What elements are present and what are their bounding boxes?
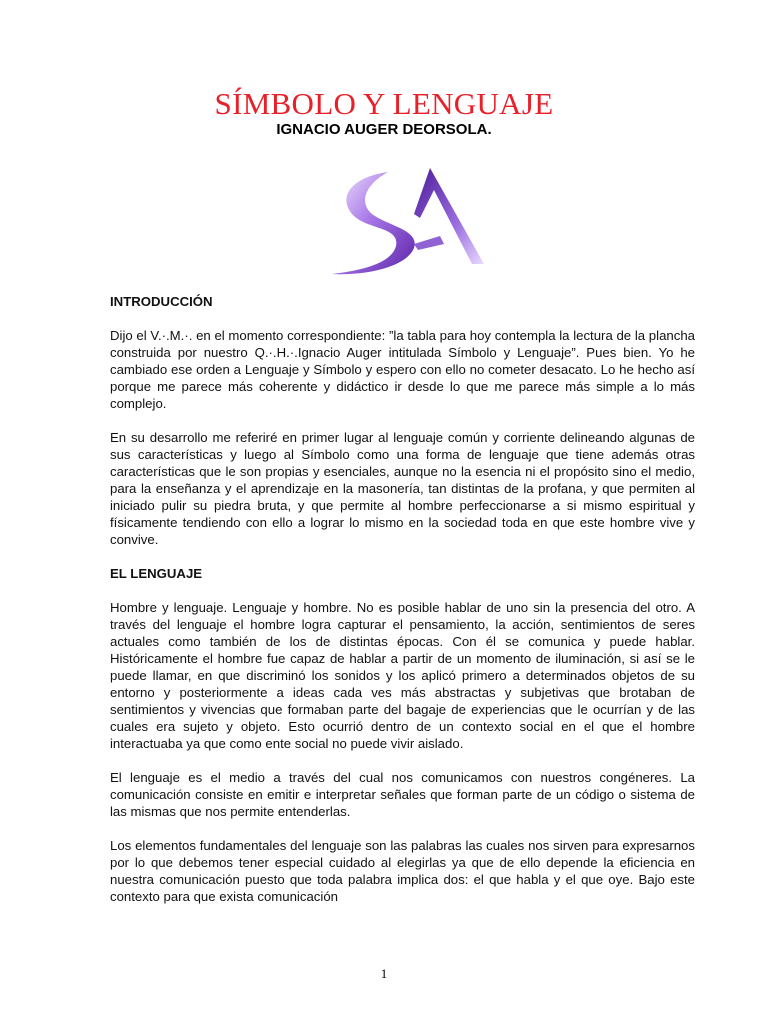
paragraph: Dijo el V.·.M.·. en el momento correspondiente: ”la tabla para hoy contempla la lectura de la plancha construida por nuestro Q.·.H.·.Ignacio Auger intitulada Símbolo y Lenguaje”. Pues bien. Yo he cambiado ese orden a Lenguaje y Símbolo y espero con ello no cometer desacato. Lo he hecho así porque me parece más coherente y didáctico ir desde lo que me parece más simple a lo más complejo. <box>110 328 695 411</box>
document-title: SÍMBOLO Y LENGUAJE <box>214 86 554 121</box>
document-author: IGNACIO AUGER DEORSOLA. <box>276 121 492 138</box>
document-body <box>110 293 695 905</box>
paragraph: En su desarrollo me referiré en primer lugar al lenguaje común y corriente delineando algunas de sus características y luego al Símbolo como una forma de lenguaje que tiene además otras características que le son propias y esenciales, aunque no la esencia ni el propósito sino el medio, para la enseñanza y el aprendizaje en la masonería, tan distintas de la profana, y que permiten al iniciado pulir su piedra bruta, y que permite al hombre perfeccionarse a si mismo espiritual y físicamente tendiendo con ello a lograr lo mismo en la sociedad toda en que este hombre vive y convive. <box>110 430 695 547</box>
page-number: 1 <box>380 966 388 981</box>
paragraph: El lenguaje es el medio a través del cual nos comunicamos con nuestros congéneres. La comunicación consiste en emitir e interpretar señales que forman parte de un código o sistema de las mismas que nos permite entenderlas. <box>110 770 695 819</box>
section-heading: EL LENGUAJE <box>110 566 203 581</box>
paragraph: Hombre y lenguaje. Lenguaje y hombre. No es posible hablar de uno sin la presencia del otro. A través del lenguaje el hombre logra capturar el pensamiento, la acción, sentimientos de seres actuales como también de los de distintas épocas. Con él se comunica y puede hablar. Históricamente el hombre fue capaz de hablar a partir de un momento de iluminación, si así se le puede llamar, en que discriminó los sonidos y los aplicó primero a determinados objetos de su entorno y posteriormente a ideas cada ves más abstractas y subjetivas que brotaban de sentimientos y vivencias que formaban parte del bagaje de experiencias que le ocurrían y de las cuales era sujeto y objeto. Esto ocurrió dentro de un contexto social en el que el hombre interactuaba ya que como ente social no puede vivir aislado. <box>110 600 695 751</box>
sa-monogram-logo-icon <box>322 164 490 276</box>
paragraph: Los elementos fundamentales del lenguaje son las palabras las cuales nos sirven para expresarnos por lo que debemos tener especial cuidado al elegirlas ya que de ello depende la eficiencia en nuestra comunicación puesto que toda palabra implica dos: el que habla y el que oye. Bajo este contexto para que exista comunicación <box>110 838 695 904</box>
logo-s-shape <box>332 172 415 274</box>
logo-a-shape <box>414 168 484 264</box>
section-heading: INTRODUCCIÓN <box>110 294 213 309</box>
